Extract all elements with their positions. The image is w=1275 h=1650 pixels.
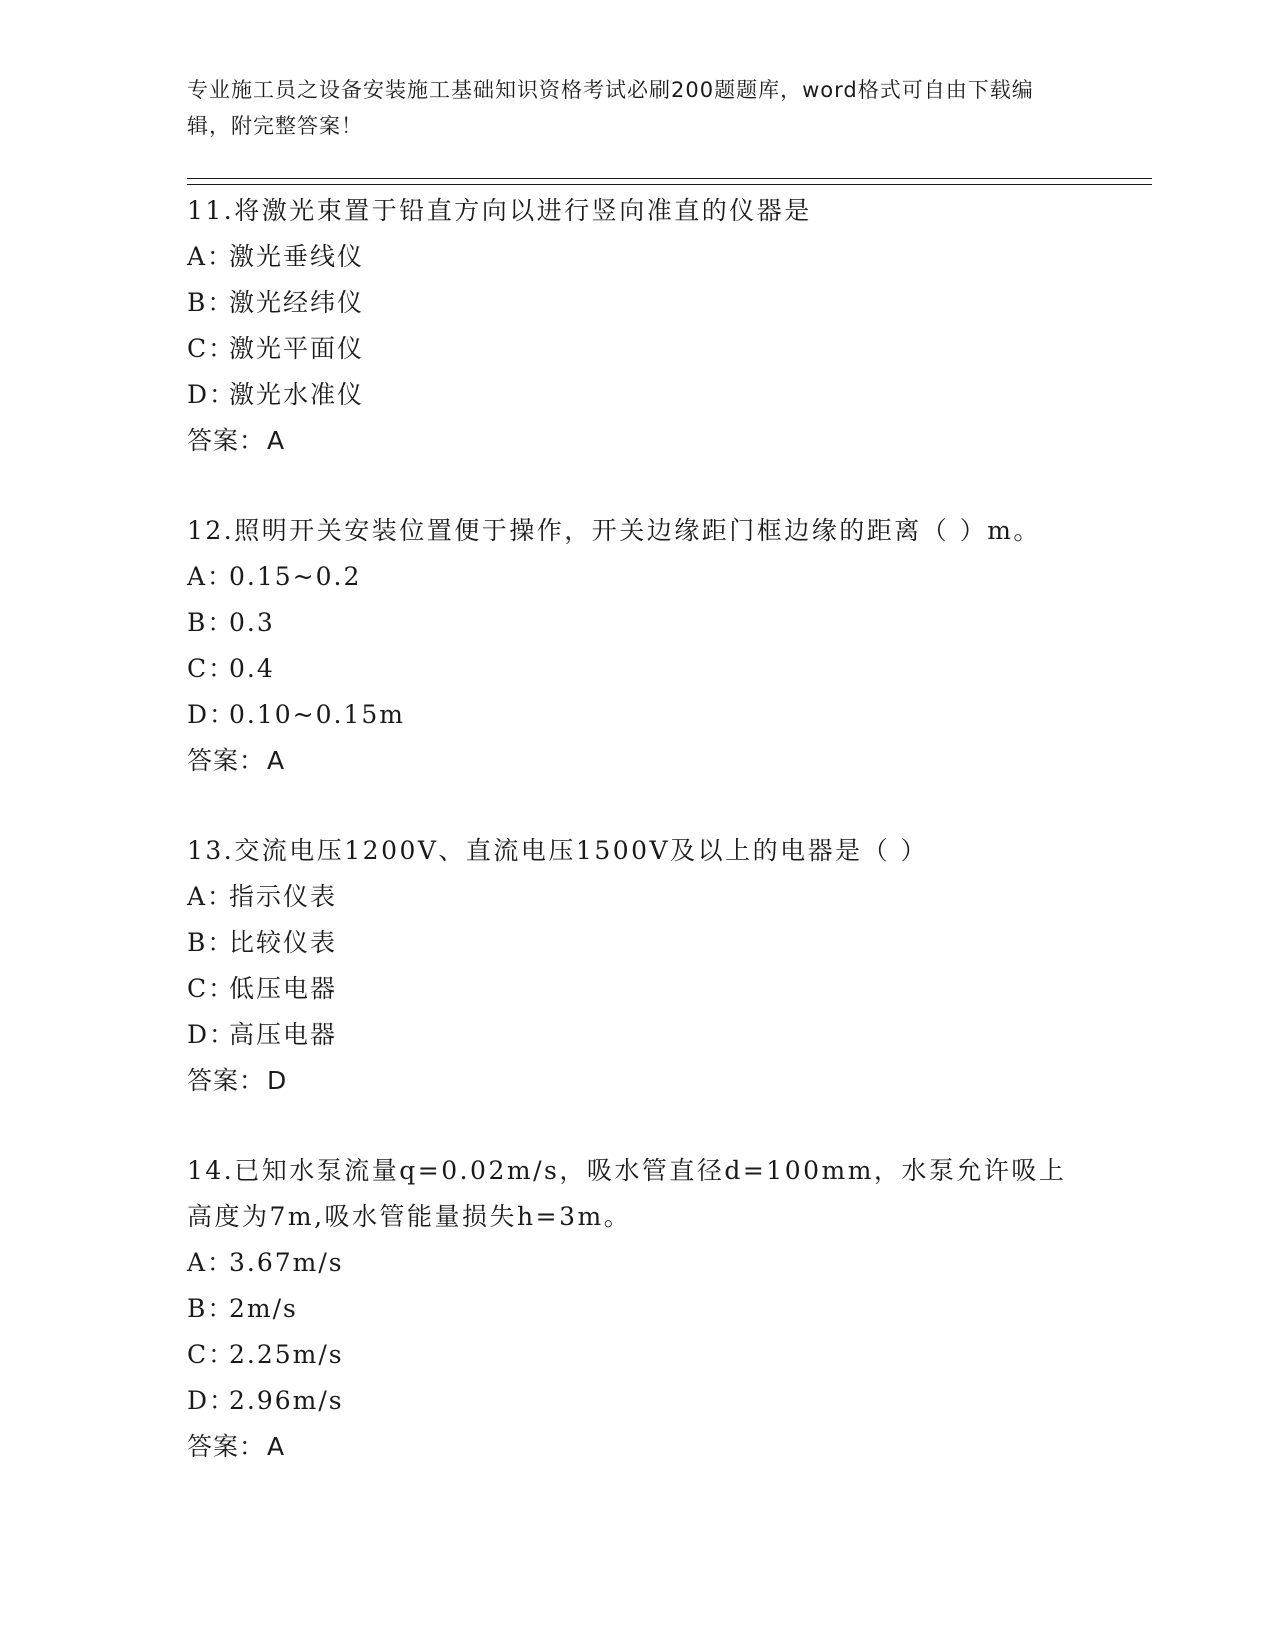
- answer-line: [187, 418, 1087, 464]
- option-letter: C：: [187, 334, 236, 363]
- question-11: [187, 188, 1087, 464]
- option-text: 0.3: [229, 608, 275, 637]
- option-text: 0.15~0.2: [229, 562, 362, 591]
- option-text: 激光经纬仪: [229, 288, 365, 317]
- answer-value: A: [267, 746, 286, 775]
- option-letter: B：: [187, 928, 235, 957]
- option-b: [187, 1286, 1087, 1332]
- option-text: 2m/s: [229, 1294, 298, 1323]
- option-text: 0.10~0.15m: [229, 700, 405, 729]
- question-stem: 12.照明开关安装位置便于操作，开关边缘距门框边缘的距离（ ）m。: [187, 516, 1041, 545]
- option-text: 3.67m/s: [229, 1248, 344, 1277]
- option-a: [187, 554, 1087, 600]
- option-a: [187, 874, 1087, 920]
- question-14: [187, 1148, 1087, 1470]
- option-a: [187, 234, 1087, 280]
- answer-label: 答案：: [187, 426, 266, 455]
- option-c: [187, 646, 1087, 692]
- question-stem: 11.将激光束置于铅直方向以进行竖向准直的仪器是: [187, 196, 812, 225]
- option-c: [187, 1332, 1087, 1378]
- option-text: 低压电器: [229, 974, 338, 1003]
- option-d: [187, 692, 1087, 738]
- option-text: 激光水准仪: [229, 380, 365, 409]
- answer-line: [187, 1424, 1087, 1470]
- option-c: [187, 966, 1087, 1012]
- option-letter: D：: [187, 380, 237, 409]
- option-text: 激光平面仪: [229, 334, 365, 363]
- option-letter: A：: [187, 242, 235, 271]
- option-text: 2.96m/s: [229, 1386, 344, 1415]
- question-12: [187, 508, 1087, 784]
- document-title: 专业施工员之设备安装施工基础知识资格考试必刷200题题库，word格式可自由下载编辑，附完整答案！: [187, 78, 1034, 138]
- answer-label: 答案：: [187, 1432, 266, 1461]
- option-letter: A：: [187, 1248, 235, 1277]
- option-a: [187, 1240, 1087, 1286]
- header-divider-top: [187, 178, 1152, 179]
- option-d: [187, 1378, 1087, 1424]
- question-13: [187, 828, 1087, 1104]
- option-letter: D：: [187, 700, 237, 729]
- option-b: [187, 280, 1087, 326]
- option-letter: B：: [187, 608, 235, 637]
- option-text: 激光垂线仪: [229, 242, 365, 271]
- option-text: 比较仪表: [229, 928, 338, 957]
- question-stem: 13.交流电压1200V、直流电压1500V及以上的电器是（ ）: [187, 836, 929, 865]
- answer-value: A: [267, 1432, 286, 1461]
- question-stem: 14.已知水泵流量q=0.02m/s，吸水管直径d=100mm，水泵允许吸上高度为7m,吸水管能量损失h=3m。: [187, 1156, 1067, 1231]
- answer-label: 答案：: [187, 746, 266, 775]
- option-b: [187, 920, 1087, 966]
- option-letter: B：: [187, 288, 235, 317]
- answer-line: [187, 1058, 1087, 1104]
- option-text: 指示仪表: [229, 882, 338, 911]
- option-text: 2.25m/s: [229, 1340, 344, 1369]
- option-letter: C：: [187, 654, 236, 683]
- option-text: 0.4: [229, 654, 275, 683]
- option-d: [187, 1012, 1087, 1058]
- option-letter: D：: [187, 1386, 237, 1415]
- answer-label: 答案：: [187, 1066, 266, 1095]
- option-b: [187, 600, 1087, 646]
- option-text: 高压电器: [229, 1020, 338, 1049]
- option-letter: C：: [187, 974, 236, 1003]
- answer-value: A: [267, 426, 286, 455]
- answer-line: [187, 738, 1087, 784]
- option-letter: A：: [187, 882, 235, 911]
- option-letter: A：: [187, 562, 235, 591]
- option-c: [187, 326, 1087, 372]
- option-letter: B：: [187, 1294, 235, 1323]
- option-letter: C：: [187, 1340, 236, 1369]
- header-divider-bottom: [187, 184, 1152, 185]
- answer-value: D: [267, 1066, 288, 1095]
- option-d: [187, 372, 1087, 418]
- option-letter: D：: [187, 1020, 237, 1049]
